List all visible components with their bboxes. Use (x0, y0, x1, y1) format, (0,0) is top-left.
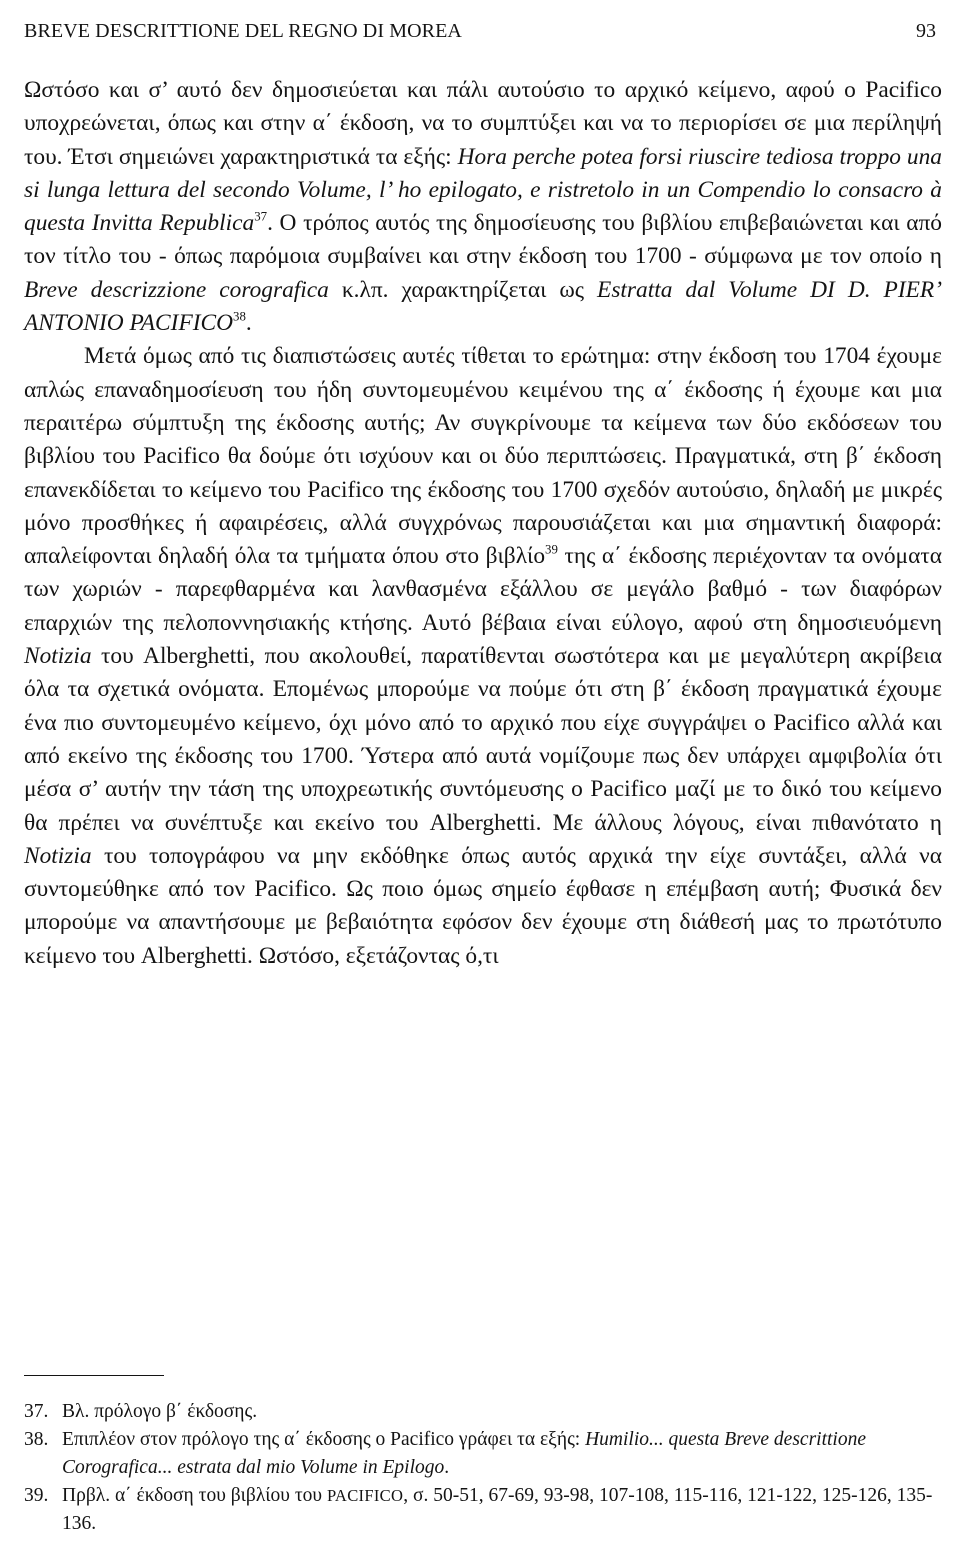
page-number: 93 (916, 20, 936, 42)
footnotes (24, 1398, 942, 1538)
p1-text-4: . (245, 310, 252, 337)
footnote-text (62, 1482, 942, 1538)
footnote-38-text-1: Επιπλέον στον πρόλογο της α΄ έκδοσης ο Pacifico γράφει τα εξής: (62, 1429, 586, 1450)
footnote-number: 38. (24, 1429, 49, 1450)
paragraph-2 (24, 340, 942, 973)
p1-text-2: . Ο τρόπος αυτός της δημοσίευσης του βιβλίου επιβεβαιώνεται και από τον τίτλο του - όπως παρόμοια συμβαίνει και στην έκδοση του 1700 - σύμφωνα με τον οποίο η (24, 210, 942, 270)
footnote-39-text-2: , σ. 50-51, 67-69, 93-98, 107-108, 115-116, 121-122, 125-126, 135-136. (62, 1485, 933, 1534)
footnote-number: 39. (24, 1485, 49, 1506)
p2-notizia-2: Notizia (24, 842, 92, 869)
footnote-39-text-1: Πρβλ. α΄ έκδοση του βιβλίου του (62, 1485, 327, 1506)
footnote-text (62, 1426, 942, 1482)
p2-text-1: Μετά όμως από τις διαπιστώσεις αυτές τίθεται το ερώτημα: στην έκδοση του 1704 έχουμε απλώς επαναδημοσίευση του ήδη συντομευμένου κειμένου της α΄ έκδοσης ή έχουμε και μια περαιτέρω σύμπτυξη της έκδοσης αυτής; Αν συγκρίνουμε τα κείμενα των δύο εκδόσεων του βιβλίου του Pacifico θα δούμε ότι ισχύουν και οι δύο περιπτώσεις. Πραγματικά, στη β΄ έκδοση επανεκδίδεται το κείμενο του Pacifico της έκδοσης του 1700 σχεδόν αυτούσιο, δηλαδή με μικρές μόνο προσθήκες ή αφαιρέσεις, αλλά συγχρόνως παρουσιάζεται και μια σημαντική διαφορά: απαλείφονται δηλαδή όλα τα τμήματα όπου στο βιβλίο (24, 343, 942, 570)
p1-text-1: Ωστόσο και σ’ αυτό δεν δημοσιεύεται και πάλι αυτούσιο το αρχικό κείμενο, αφού ο Pacifico υποχρεώνεται, όπως και στην α΄ έκδοση, να το συμπτύξει και να το περιορίσει σε μια περίληψή του. Έτσι σημειώνει χαρακτηριστικά τα εξής: (24, 77, 942, 170)
footnote-39 (24, 1482, 942, 1538)
running-header (24, 16, 936, 46)
footnote-ref-37: 37 (254, 209, 268, 224)
p2-text-4: του τοπογράφου να μην εκδόθηκε όπως αυτός αρχικά την είχε συντάξει, αλλά να συντομεύθηκε από τον Pacifico. Ως ποιο όμως σημείο έφθασε η επέμβαση αυτή; Φυσικά δεν μπορούμε να απαντήσουμε με βεβαιότητα εφόσον δεν έχουμε στη διάθεσή μας το πρωτότυπο κείμενο του Alberghetti. Ωστόσο, εξετάζοντας ό,τι (24, 842, 942, 969)
p2-text-3: του Alberghetti, που ακολουθεί, παρατίθενται σωστότερα και με μεγαλύτερη ακρίβεια όλα τα σχετικά ονόματα. Επομένως μπορούμε να πούμε ότι στη β΄ έκδοση πραγματικά έχουμε ένα πιο συντομευμένο κείμενο, όχι μόνο από το αρχικό που είχε συγγράψει ο Pacifico αλλά και από εκείνο της έκδοσης του 1700. Ύστερα από αυτά νομίζουμε πως δεν υπάρχει αμφιβολία ότι μέσα σ’ αυτήν την τάση της υποχρεωτικής συντόμευσης ο Pacifico μαζί με το δικό του κείμενο θα πρέπει να συνέπτυξε και εκείνο του Alberghetti. Με άλλους λόγους, είναι πιθανότατο η (24, 643, 942, 836)
running-title: BREVE DESCRITTIONE DEL REGNO DI MOREA (24, 20, 462, 42)
main-text (24, 74, 942, 973)
p2-notizia-1: Notizia (24, 643, 92, 670)
footnote-37 (24, 1398, 942, 1426)
footnote-number: 37. (24, 1401, 49, 1422)
footnote-38-quote: Humilio... questa Breve descrittione Corografica... estrata dal mio Volume in Epilogo (62, 1429, 866, 1478)
p1-quote-1: Hora perche potea forsi riuscire tediosa troppo una si lunga lettura del secondo Volume, l’ ho epilogato, e ristretolo in un Compendio lo consacro à questa Invitta Republica (24, 143, 942, 237)
p1-title-estratta: Estratta dal Volume DI D. PIER’ ANTONIO PACIFICO (24, 276, 942, 337)
footnote-separator (24, 1375, 164, 1376)
footnote-39-author: PACIFICO (326, 1486, 404, 1505)
p2-text-2: της α΄ έκδοσης περιέχονταν τα ονόματα των χωριών - παρεφθαρμένα και λανθασμένα εξάλλου σε μεγάλο βαθμό - των διαφόρων επαρχιών της πελοποννησιακής κτήσης. Αυτό βέβαια είναι εύλογο, αφού στη δημοσιευόμενη (24, 543, 942, 636)
footnote-ref-39: 39 (545, 542, 558, 557)
p1-title-breve: Breve descrizzione corografica (24, 276, 329, 303)
p1-text-3: κ.λπ. χαρακτηρίζεται ως (328, 276, 598, 303)
paragraph-1 (24, 74, 942, 340)
footnote-ref-38: 38 (233, 309, 246, 324)
footnote-38-text-2: . (444, 1457, 450, 1478)
footnote-text: Βλ. πρόλογο β΄ έκδοσης. (62, 1401, 258, 1422)
footnote-38 (24, 1426, 942, 1482)
